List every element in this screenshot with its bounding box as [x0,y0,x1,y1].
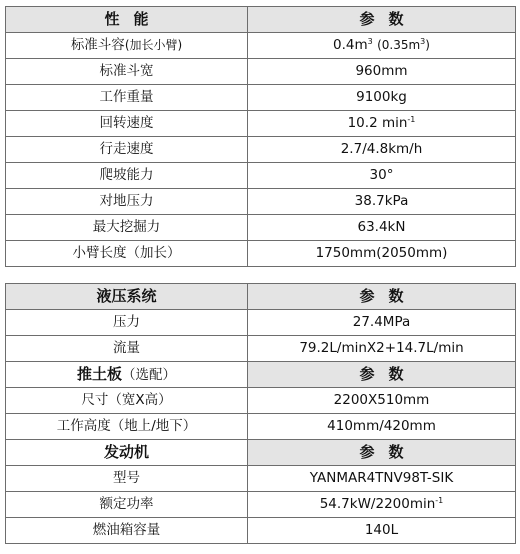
bucket-capacity-note-text: (0.35m [377,37,421,52]
row-label: 小臂长度（加长） [6,241,248,267]
table-row [6,414,516,440]
bucket-capacity-note-end: ) [425,37,430,52]
systems-table [5,283,516,544]
table-row [6,85,516,111]
bucket-capacity-note: (加长小臂) [124,37,183,52]
row-value: 79.2L/minX2+14.7L/min [248,336,516,362]
dozer-header-title: 推土板 [76,364,122,383]
bucket-capacity-unit-sup: 3 [367,36,373,46]
bucket-capacity-note-sup: 3 [420,36,426,46]
engine-header-row [6,440,516,466]
row-label: 回转速度 [6,111,248,137]
row-value: 960mm [248,59,516,85]
table-row [6,215,516,241]
bucket-capacity-value-note [377,38,430,52]
engine-header-label: 发动机 [6,440,248,466]
row-value [248,33,516,59]
table-row [6,492,516,518]
row-label: 工作重量 [6,85,248,111]
row-value [248,111,516,137]
performance-header-label: 性能 [6,7,248,33]
row-value: 63.4kN [248,215,516,241]
row-value: 1750mm(2050mm) [248,241,516,267]
table-row [6,336,516,362]
table-row [6,466,516,492]
table-row [6,33,516,59]
row-value: 2.7/4.8km/h [248,137,516,163]
rated-power-value: 54.7kW/2200min [319,495,436,512]
row-label: 行走速度 [6,137,248,163]
dozer-header-note: （选配） [122,366,176,383]
rated-power-sup: -1 [435,495,444,505]
row-label: 对地压力 [6,189,248,215]
row-value [248,492,516,518]
performance-header-row [6,7,516,33]
table-row [6,388,516,414]
row-label: 流量 [6,336,248,362]
table-row [6,241,516,267]
swing-speed-sup: -1 [407,114,416,124]
row-value: 9100kg [248,85,516,111]
row-label [6,33,248,59]
row-value: 410mm/420mm [248,414,516,440]
row-value: 2200X510mm [248,388,516,414]
row-label: 型号 [6,466,248,492]
dozer-header-value: 参数 [248,362,516,388]
bucket-capacity-label: 标准斗容 [70,36,125,53]
row-label: 工作高度（地上/地下） [6,414,248,440]
table-row [6,111,516,137]
hydraulic-header-value: 参数 [248,284,516,310]
swing-speed-value: 10.2 min [347,114,408,131]
row-value: 30° [248,163,516,189]
hydraulic-header-row [6,284,516,310]
row-label: 标准斗宽 [6,59,248,85]
engine-header-value: 参数 [248,440,516,466]
table-row [6,163,516,189]
table-row [6,310,516,336]
row-label: 尺寸（宽X高） [6,388,248,414]
row-value: 38.7kPa [248,189,516,215]
row-label: 燃油箱容量 [6,518,248,544]
dozer-header-row [6,362,516,388]
row-value: 27.4MPa [248,310,516,336]
row-label: 最大挖掘力 [6,215,248,241]
table-row [6,137,516,163]
table-row [6,518,516,544]
performance-header-value: 参数 [248,7,516,33]
bucket-capacity-value: 0.4m [333,36,368,53]
table-row [6,59,516,85]
row-value: YANMAR4TNV98T-SIK [248,466,516,492]
performance-table [5,6,516,267]
row-value: 140L [248,518,516,544]
row-label: 压力 [6,310,248,336]
table-row [6,189,516,215]
dozer-header-label [6,362,248,388]
hydraulic-header-label: 液压系统 [6,284,248,310]
row-label: 额定功率 [6,492,248,518]
row-label: 爬坡能力 [6,163,248,189]
